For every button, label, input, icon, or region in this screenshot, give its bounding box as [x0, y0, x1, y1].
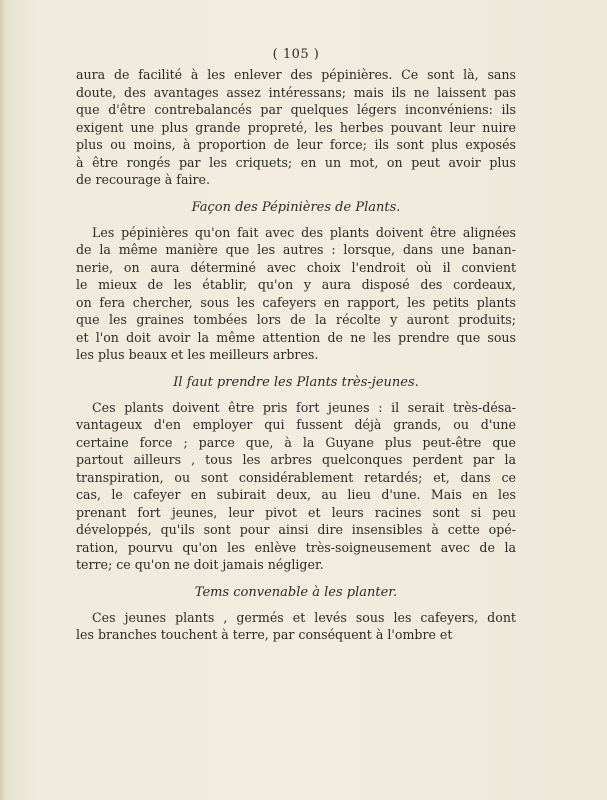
section-heading: Tems convenable à les planter.: [194, 584, 398, 600]
text-line: Ces plants doivent être pris fort jeunes : il serait très-désa-: [92, 399, 516, 415]
section-heading: Il faut prendre les Plants très-jeunes.: [173, 374, 419, 390]
text-line: aura de facilité à les enlever des pépinières. Ce sont là, sans: [76, 67, 516, 82]
text-line: développés, qu'ils sont pour ainsi dire insensibles à cette opé-: [76, 522, 516, 537]
text-line: plus ou moins, à proportion de leur force; ils sont plus exposés: [76, 137, 516, 152]
section-heading: Façon des Pépinières de Plants.: [191, 199, 401, 215]
sections-container: [76, 66, 516, 644]
text-line: Ces jeunes plants , germés et levés sous les cafeyers, dont: [92, 609, 516, 625]
text-block: [76, 46, 516, 644]
paragraph: [76, 224, 516, 364]
text-line: les branches touchent à terre, par conséquent à l'ombre et: [76, 627, 453, 642]
text-line: le mieux de les établir, qu'on y aura disposé des cordeaux,: [76, 277, 516, 292]
text-line: ration, pourvu qu'on les enlève très-soigneusement avec de la: [76, 539, 516, 555]
text-line: transpiration, ou sont considérablement retardés; et, dans ce: [76, 469, 516, 485]
text-line: les plus beaux et les meilleurs arbres.: [76, 347, 319, 362]
text-line: Les pépinières qu'on fait avec des plants doivent être alignées: [92, 224, 516, 240]
paragraph: [76, 609, 516, 644]
text-line: que d'être contrebalancés par quelques légers inconvéniens: ils: [76, 102, 516, 117]
page-number: ( 105 ): [272, 47, 320, 62]
text-line: terre; ce qu'on ne doit jamais négliger.: [76, 557, 324, 572]
text-line: prenant fort jeunes, leur pivot et leurs racines sont si peu: [76, 504, 516, 520]
text-line: exigent une plus grande propreté, les herbes pouvant leur nuire: [76, 119, 516, 135]
text-line: cas, le cafeyer en subirait deux, au lieu d'une. Mais en les: [76, 487, 516, 502]
text-line: certaine force ; parce que, à la Guyane plus peut-être que: [76, 434, 516, 450]
text-line: à être rongés par les criquets; en un mot, on peut avoir plus: [76, 154, 516, 170]
text-line: et l'on doit avoir la même attention de ne les prendre que sous: [76, 329, 516, 345]
paragraph: [76, 66, 516, 189]
text-line: nerie, on aura déterminé avec choix l'endroit où il convient: [76, 259, 516, 275]
text-line: vantageux d'en employer qui fussent déjà grands, ou d'une: [76, 417, 516, 432]
text-line: de la même manière que les autres : lorsque, dans une banan-: [76, 242, 516, 257]
page-edge-shadow: [0, 0, 6, 800]
text-line: de recourage à faire.: [76, 172, 210, 187]
text-line: doute, des avantages assez intéressans; mais ils ne laissent pas: [76, 84, 516, 100]
text-line: que les graines tombées lors de la récolte y auront produits;: [76, 312, 516, 327]
text-line: partout ailleurs , tous les arbres quelconques perdent par la: [76, 452, 516, 467]
text-line: on fera chercher, sous les cafeyers en rapport, les petits plants: [76, 294, 516, 310]
paragraph: [76, 399, 516, 574]
